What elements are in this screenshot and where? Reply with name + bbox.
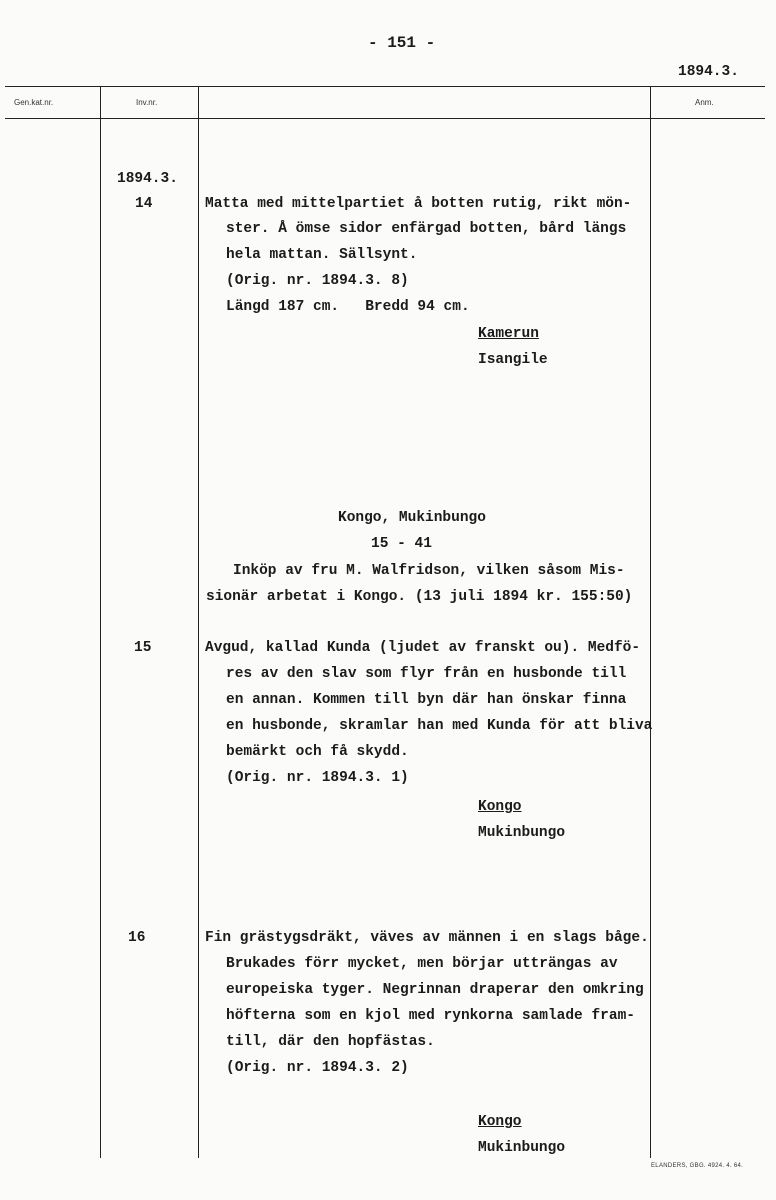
entry-line: till, där den hopfästas. [226,1034,435,1050]
page-number: - 151 - [368,34,436,52]
subplace-name: Isangile [478,352,548,368]
entry-line: (Orig. nr. 1894.3. 1) [226,770,409,786]
entry-line: bemärkt och få skydd. [226,744,409,760]
entry-line: Fin grästygsdräkt, väves av männen i en slags båge. [205,930,649,946]
entry-line: (Orig. nr. 1894.3. 2) [226,1060,409,1076]
entry-line: (Orig. nr. 1894.3. 8) [226,273,409,289]
header-bottom-rule [5,118,765,119]
entry-line: Avgud, kallad Kunda (ljudet av franskt ou). Medfö- [205,640,641,656]
entry-line: Längd 187 cm. Bredd 94 cm. [226,299,470,315]
acquisition-heading: Kongo, Mukinbungo [338,510,486,526]
acquisition-line: Inköp av fru M. Walfridson, vilken såsom Mis- [233,563,625,579]
entry-line: hela mattan. Sällsynt. [226,247,418,263]
entry-line: res av den slav som flyr från en husbonde till [226,666,627,682]
column-divider-gen-inv [100,86,101,1158]
inv-number: 15 [134,640,152,656]
entry-line: Brukades förr mycket, men börjar utträngas av [226,956,618,972]
header-top-rule [5,86,765,87]
column-divider-text-anm [650,86,651,1158]
series-number-top-right: 1894.3. [678,64,739,80]
entry-line: en annan. Kommen till byn där han önskar finna [226,692,627,708]
entry-line: europeiska tyger. Negrinnan draperar den omkring [226,982,644,998]
column-header-inv-nr: Inv.nr. [136,98,158,107]
subplace-name: Mukinbungo [478,1140,566,1156]
place-name: Kongo [478,1114,522,1130]
printer-mark: ELANDERS, GBG. 4924. 4. 64. [651,1163,744,1169]
entry-line: höfterna som en kjol med rynkorna samlade fram- [226,1008,635,1024]
acquisition-line: sionär arbetat i Kongo. (13 juli 1894 kr. 155:50) [206,589,633,605]
column-header-gen-kat-nr: Gen.kat.nr. [14,98,54,107]
inv-number: 16 [128,930,146,946]
acquisition-range: 15 - 41 [371,536,432,552]
column-header-anm: Anm. [695,98,714,107]
column-divider-inv-text [198,86,199,1158]
place-name: Kongo [478,799,522,815]
subplace-name: Mukinbungo [478,825,566,841]
entry-line: en husbonde, skramlar han med Kunda för att bliva [226,718,653,734]
series-label: 1894.3. [117,171,178,187]
entry-line: ster. Å ömse sidor enfärgad botten, bård längs [226,221,627,237]
place-name: Kamerun [478,326,539,342]
inv-number: 14 [135,196,153,212]
entry-line: Matta med mittelpartiet å botten rutig, rikt mön- [205,196,632,212]
